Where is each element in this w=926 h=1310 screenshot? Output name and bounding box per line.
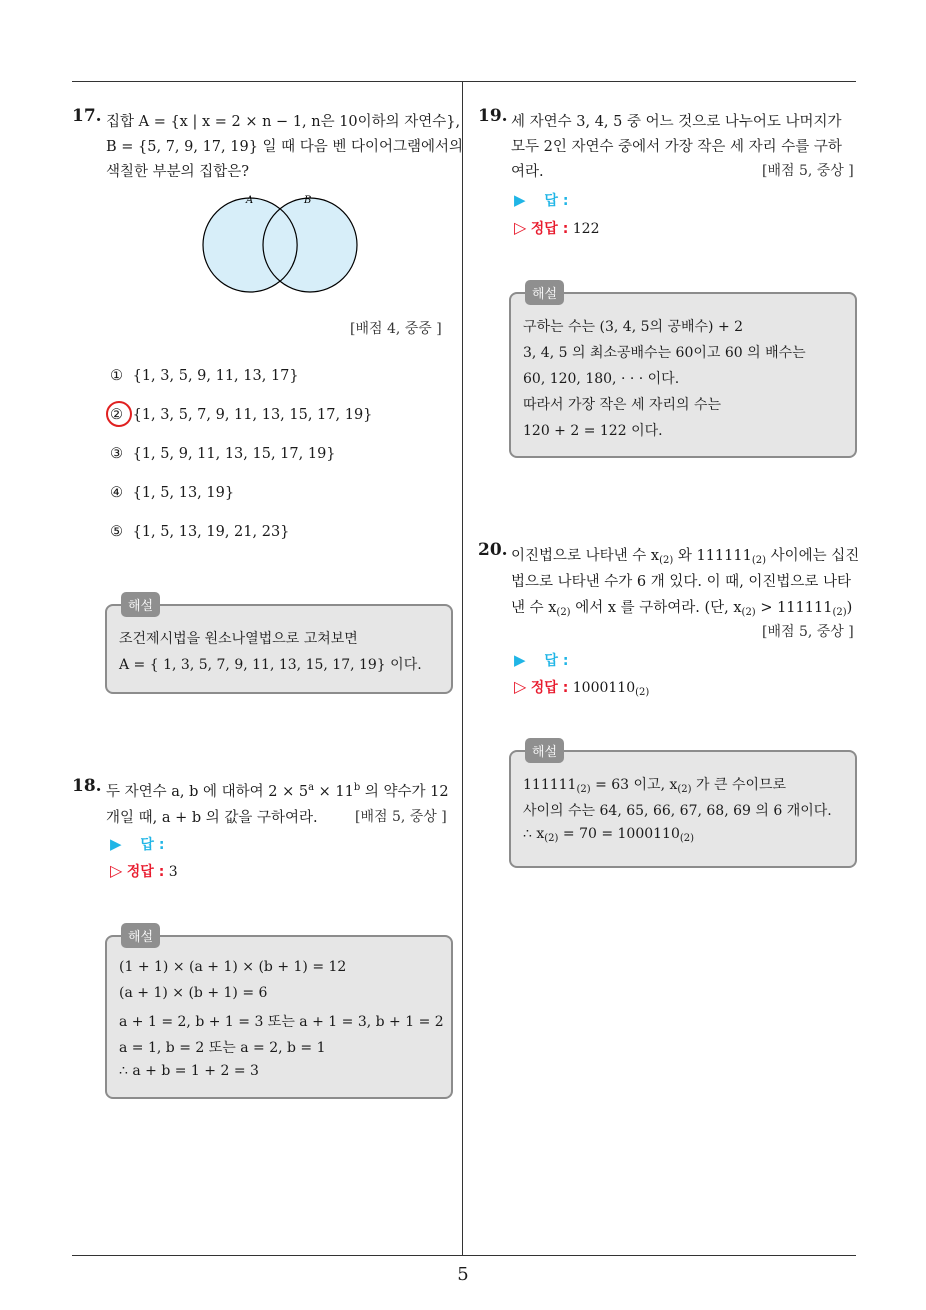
answer-label: 답 :	[544, 193, 569, 209]
choice-marker: ②	[110, 407, 128, 423]
answer-key-row	[110, 861, 178, 881]
choice-marker: ①	[110, 368, 123, 384]
header-rule	[72, 81, 856, 82]
choice-marker: ⑤	[110, 524, 123, 540]
solution-line: a + 1 = 2, b + 1 = 3 또는 a + 1 = 3, b + 1 = 2	[119, 1014, 444, 1030]
venn-diagram	[195, 190, 365, 300]
solution-line: $111111_{(2)} = 63$ 이고, $x_{(2)}$ 가 큰 수이므로	[523, 777, 787, 795]
answer-key-row	[514, 218, 599, 238]
solution-tag: 해설	[525, 280, 564, 305]
question-text-line: B = {5, 7, 9, 17, 19} 일 때 다음 벤 다이어그램에서의	[106, 139, 464, 155]
answer-key-label: 정답 :	[126, 864, 165, 880]
answer-row[interactable]	[514, 650, 568, 670]
score-difficulty: [배점 5, 중상 ]	[762, 163, 854, 179]
solution-line: 120 + 2 = 122 이다.	[523, 423, 663, 439]
solution-line: 조건제시법을 원소나열법으로 고쳐보면	[119, 631, 358, 647]
solution-line: 구하는 수는 (3, 4, 5의 공배수) + 2	[523, 319, 744, 335]
solution-line: 따라서 가장 작은 세 자리의 수는	[523, 397, 722, 413]
answer-key-label: 정답 :	[530, 221, 569, 237]
play-triangle-icon: ▶	[110, 835, 122, 853]
score-difficulty: [배점 5, 중상 ]	[355, 809, 447, 825]
play-triangle-icon: ▶	[514, 651, 526, 669]
answer-row[interactable]	[110, 834, 164, 854]
solution-line: 사이의 수는 64, 65, 66, 67, 68, 69 의 6 개이다.	[523, 803, 832, 819]
answer-row[interactable]	[514, 190, 568, 210]
outline-triangle-icon: ▷	[514, 218, 527, 237]
question-number: 19.	[478, 106, 508, 126]
choice-4[interactable]	[110, 485, 234, 501]
solution-line: ∴ $x_{(2)} = 70 = 1000110_{(2)}$	[523, 826, 695, 844]
choice-text: {1, 3, 5, 9, 11, 13, 17}	[132, 368, 299, 384]
choice-text: {1, 5, 9, 11, 13, 15, 17, 19}	[132, 446, 336, 462]
question-text-line: 집합 A = {x | x = 2 × n − 1, n은 10이하의 자연수},	[106, 114, 461, 130]
question-text-line: 낸 수 $x_{(2)}$ 에서 x 를 구하여라. (단, $x_{(2)} > 111111_{(2)}$)	[511, 600, 853, 618]
solution-line: ∴ a + b = 1 + 2 = 3	[119, 1063, 259, 1079]
answer-key-value: 3	[168, 864, 178, 880]
question-number: 20.	[478, 540, 508, 560]
question-text-line: 이진법으로 나타낸 수 $x_{(2)}$ 와 $111111_{(2)}$ 사이에는 십진	[511, 548, 860, 566]
venn-label-b: B	[304, 195, 312, 206]
solution-line: a = 1, b = 2 또는 a = 2, b = 1	[119, 1040, 326, 1056]
answer-key-row: ▷ 정답 : $1000110_{(2)}$	[514, 677, 650, 698]
question-text-line: 모두 2인 자연수 중에서 가장 작은 세 자리 수를 구하	[511, 139, 842, 155]
question-number: 17.	[72, 106, 102, 126]
solution-box	[509, 287, 857, 458]
score-difficulty: [배점 4, 중중 ]	[350, 321, 442, 337]
score-difficulty: [배점 5, 중상 ]	[762, 624, 854, 640]
solution-tag: 해설	[121, 592, 160, 617]
solution-line: (a + 1) × (b + 1) = 6	[119, 985, 268, 1001]
solution-box	[105, 599, 453, 694]
choice-5[interactable]	[110, 524, 289, 540]
question-number: 18.	[72, 776, 102, 796]
solution-box	[105, 930, 453, 1099]
answer-label: 답 :	[544, 653, 569, 669]
answer-key-value: 122	[572, 221, 600, 237]
choice-marker: ④	[110, 485, 123, 501]
column-divider	[462, 82, 463, 1255]
choice-text: {1, 3, 5, 7, 9, 11, 13, 15, 17, 19}	[132, 407, 373, 423]
answer-label: 답 :	[140, 837, 165, 853]
footer-rule	[72, 1255, 856, 1256]
set-b-circle	[263, 198, 357, 292]
answer-key-label: 정답 :	[530, 680, 569, 696]
answer-key-value: 1000110	[572, 680, 636, 696]
solution-line: (1 + 1) × (a + 1) × (b + 1) = 12	[119, 959, 347, 975]
choice-text: {1, 5, 13, 19}	[132, 485, 235, 501]
question-text-line: 여라.	[511, 164, 544, 180]
selected-answer-circle-icon	[106, 401, 132, 427]
choice-marker: ③	[110, 446, 123, 462]
solution-box	[509, 745, 857, 868]
solution-line: A = { 1, 3, 5, 7, 9, 11, 13, 15, 17, 19} 이다.	[119, 657, 422, 673]
outline-triangle-icon: ▷	[514, 677, 527, 696]
question-text-line: 두 자연수 a, b 에 대하여 $2 \times 5^a \times 11^b$ 의 약수가 12	[106, 782, 449, 800]
solution-tag: 해설	[525, 738, 564, 763]
question-text-line: 법으로 나타낸 수가 6 개 있다. 이 때, 이진법으로 나타	[511, 574, 852, 590]
solution-line: 60, 120, 180, · · · 이다.	[523, 371, 680, 387]
solution-tag: 해설	[121, 923, 160, 948]
play-triangle-icon: ▶	[514, 191, 526, 209]
choice-text: {1, 5, 13, 19, 21, 23}	[132, 524, 290, 540]
choice-3[interactable]	[110, 446, 336, 462]
choice-1[interactable]	[110, 368, 299, 384]
solution-line: 3, 4, 5 의 최소공배수는 60이고 60 의 배수는	[523, 345, 806, 361]
question-text-line: 세 자연수 3, 4, 5 중 어느 것으로 나누어도 나머지가	[511, 114, 842, 130]
question-text-line: 색칠한 부분의 집합은?	[106, 164, 250, 180]
page-number: 5	[457, 1264, 469, 1285]
question-text-line: 개일 때, a + b 의 값을 구하여라.	[106, 810, 318, 826]
choice-2[interactable]	[110, 407, 372, 423]
outline-triangle-icon: ▷	[110, 861, 123, 880]
venn-label-a: A	[246, 195, 254, 206]
